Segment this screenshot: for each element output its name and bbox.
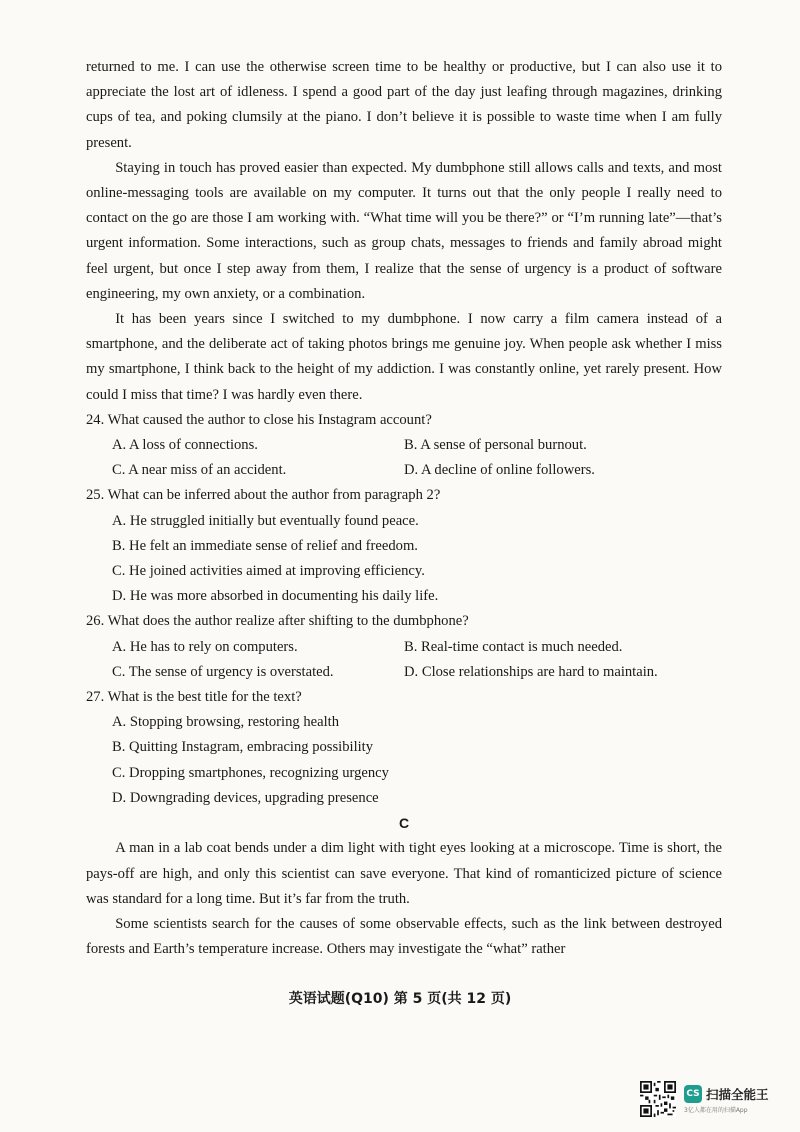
question-stem: 26. What does the author realize after shifting to the dumbphone?	[86, 613, 469, 630]
section-heading: C	[398, 815, 410, 832]
camscanner-logo-icon: CS	[684, 1085, 702, 1103]
question-stem: 24. What caused the author to close his Instagram account?	[86, 411, 432, 428]
question-26	[86, 609, 722, 685]
option-d: D. Downgrading devices, upgrading presence	[112, 789, 379, 806]
question-stem: 27. What is the best title for the text?	[86, 689, 302, 706]
paragraph: Staying in touch has proved easier than expected. My dumbphone still allows calls and texts, and most online-messaging tools are available on my computer. It turns out that the only people I really need to contact on the go are those I am working with. “What time will you be there?” or “I’m running late”—that’s urgent information. Some interactions, such as group chats, messages to friends and family abroad might feel urgent, but once I step away from them, I realize that the sense of urgency is a product of software engineering, my own anxiety, or a combination.	[86, 159, 722, 302]
page-footer: 英语试题(Q10) 第 5 页(共 12 页)	[288, 991, 512, 1007]
option-a: A. Stopping browsing, restoring health	[112, 714, 339, 731]
option-c: C. A near miss of an accident.	[112, 462, 287, 479]
paragraph: Some scientists search for the causes of some observable effects, such as the link between destroyed forests and Earth’s temperature increase. Others may investigate the “what” rather	[86, 915, 722, 958]
brand-tagline: 3亿人都在用的扫描App	[684, 1106, 748, 1114]
option-a: A. He has to rely on computers.	[112, 638, 298, 655]
option-d: D. He was more absorbed in documenting his daily life.	[112, 588, 439, 605]
question-27	[86, 685, 722, 811]
paragraph: A man in a lab coat bends under a dim light with tight eyes looking at a microscope. Time is short, the pays-off are high, and only this scientist can save everyone. That kind of romanticized picture of science was standard for a long time. But it’s far from the truth.	[86, 840, 722, 907]
option-c: C. He joined activities aimed at improving efficiency.	[112, 563, 425, 580]
option-b: B. Real-time contact is much needed.	[404, 638, 623, 655]
exam-page	[86, 55, 722, 962]
option-c: C. The sense of urgency is overstated.	[112, 663, 334, 680]
option-a: A. A loss of connections.	[112, 437, 258, 454]
option-d: D. Close relationships are hard to maintain.	[404, 663, 658, 680]
option-d: D. A decline of online followers.	[404, 462, 595, 479]
option-c: C. Dropping smartphones, recognizing urgency	[112, 764, 389, 781]
question-stem: 25. What can be inferred about the author from paragraph 2?	[86, 487, 441, 504]
scanner-brand	[684, 1085, 769, 1114]
qr-code-icon	[640, 1081, 676, 1117]
scanner-watermark	[640, 1080, 790, 1118]
option-a: A. He struggled initially but eventually found peace.	[112, 512, 419, 529]
question-25	[86, 483, 722, 609]
question-24	[86, 408, 722, 484]
paragraph: returned to me. I can use the otherwise screen time to be healthy or productive, but I can also use it to appreciate the lost art of idleness. I spend a good part of the day just leafing through magazines, drinking cups of tea, and poking clumsily at the piano. I don’t believe it is possible to waste time when I am fully present.	[86, 59, 722, 151]
option-b: B. He felt an immediate sense of relief and freedom.	[112, 537, 418, 554]
option-b: B. Quitting Instagram, embracing possibility	[112, 739, 374, 756]
option-b: B. A sense of personal burnout.	[404, 437, 587, 454]
brand-name: 扫描全能王	[706, 1086, 769, 1102]
paragraph: It has been years since I switched to my dumbphone. I now carry a film camera instead of a smartphone, and the deliberate act of taking photos brings me genuine joy. When people ask whether I miss my smartphone, I think back to the height of my addiction. I was constantly online, yet rarely present. How could I miss that time? I was hardly even there.	[86, 311, 722, 403]
